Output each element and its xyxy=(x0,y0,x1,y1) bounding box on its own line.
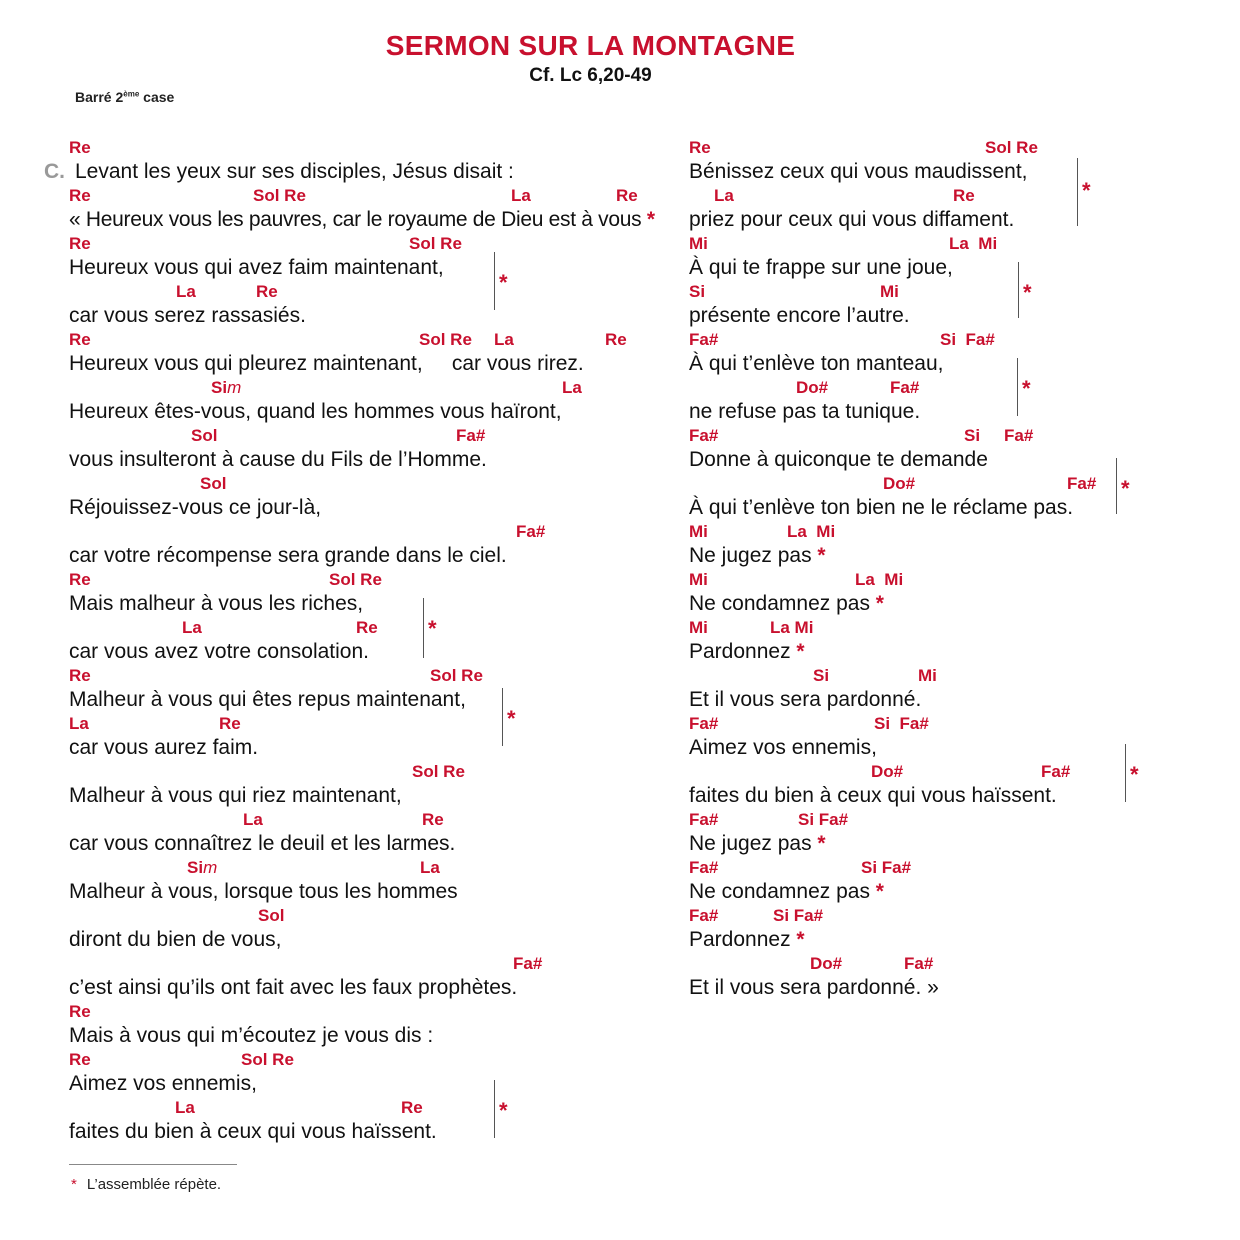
chord: Fa# xyxy=(890,378,920,397)
chord: Re xyxy=(69,1002,91,1021)
lyric: Mais à vous qui m’écoutez je vous dis : xyxy=(69,1024,434,1047)
chord: Fa# xyxy=(513,954,543,973)
chord: Sol Re xyxy=(241,1050,294,1069)
lyric: Mais malheur à vous les riches, xyxy=(69,592,364,615)
chord: Do# xyxy=(810,954,843,973)
chord: Re xyxy=(69,1050,91,1069)
footnote xyxy=(69,1176,221,1193)
song-title: SERMON SUR LA MONTAGNE xyxy=(385,30,796,61)
repeat-star: * xyxy=(1023,280,1032,305)
repeat-star: * xyxy=(507,706,516,731)
chord: Fa# xyxy=(689,810,719,829)
chord: Si xyxy=(689,282,706,301)
footnote-text: L’assemblée répète. xyxy=(86,1176,222,1193)
chord: Sim xyxy=(211,378,242,397)
chord: Re xyxy=(605,330,627,349)
chord: La Mi xyxy=(770,618,814,637)
chord: La xyxy=(69,714,89,733)
lyric: Heureux êtes-vous, quand les hommes vous haïront, xyxy=(69,400,562,423)
chord: Mi xyxy=(689,522,708,541)
repeat-bracket xyxy=(494,1080,495,1138)
chord: Fa# xyxy=(689,906,719,925)
repeat-bracket xyxy=(1017,358,1018,416)
chord: La xyxy=(420,858,440,877)
lyric: Ne condamnez pas * xyxy=(689,592,884,615)
lyric: Pardonnez * xyxy=(689,640,805,663)
chord: La xyxy=(714,186,734,205)
chord: La xyxy=(494,330,514,349)
repeat-star: * xyxy=(1130,762,1139,787)
lyric: car vous avez votre consolation. xyxy=(69,640,369,663)
lyric: présente encore l’autre. xyxy=(689,304,910,327)
repeat-bracket xyxy=(1116,458,1117,514)
lyric: Aimez vos ennemis, xyxy=(69,1072,257,1095)
repeat-bracket xyxy=(423,598,424,658)
chord: Fa# xyxy=(904,954,934,973)
lyric: faites du bien à ceux qui vous haïssent. xyxy=(689,784,1057,807)
repeat-bracket xyxy=(494,252,495,310)
lyric: Malheur à vous qui riez maintenant, xyxy=(69,784,402,807)
repeat-bracket xyxy=(1018,262,1019,318)
lyric: vous insulteront à cause du Fils de l’Homme. xyxy=(69,448,487,471)
scripture-reference: Cf. Lc 6,20-49 xyxy=(529,65,652,86)
lyric: À qui te frappe sur une joue, xyxy=(689,256,953,279)
lyric: Réjouissez-vous ce jour-là, xyxy=(69,496,322,519)
chord: Re xyxy=(256,282,278,301)
chord: Sol Re xyxy=(329,570,382,589)
lyric: Donne à quiconque te demande xyxy=(689,448,988,471)
chord: La Mi xyxy=(949,234,998,253)
lyric: Ne condamnez pas * xyxy=(689,880,884,903)
chord: Sol xyxy=(191,426,218,445)
lyric: diront du bien de vous, xyxy=(69,928,282,951)
repeat-star: * xyxy=(796,640,805,663)
repeat-bracket xyxy=(502,688,503,746)
chord: Re xyxy=(356,618,378,637)
chord: Re xyxy=(69,330,91,349)
chord: Do# xyxy=(883,474,916,493)
chord: Re xyxy=(69,234,91,253)
chord: Mi xyxy=(689,618,708,637)
chord: Sol Re xyxy=(409,234,462,253)
lyric: ne refuse pas ta tunique. xyxy=(689,400,921,423)
chord: Sol Re xyxy=(253,186,306,205)
lyric: car vous connaîtrez le deuil et les larmes. xyxy=(69,832,456,855)
chord: Sol xyxy=(200,474,227,493)
chord: Re xyxy=(69,138,91,157)
lyric: Heureux vous qui avez faim maintenant, xyxy=(69,256,444,279)
chord: Mi xyxy=(689,234,708,253)
lyric: « Heureux vous les pauvres, car le royaume de Dieu est à vous * xyxy=(69,208,655,231)
lyric: faites du bien à ceux qui vous haïssent. xyxy=(69,1120,437,1143)
repeat-star: * xyxy=(875,592,884,615)
chord: La Mi xyxy=(787,522,836,541)
capo-note: Barré 2ème case xyxy=(75,89,175,105)
chord: La Mi xyxy=(855,570,904,589)
footnote-divider xyxy=(69,1164,237,1165)
repeat-star: * xyxy=(817,832,826,855)
chord: Re xyxy=(69,666,91,685)
lyric: Et il vous sera pardonné. » xyxy=(689,976,939,999)
chord: Re xyxy=(689,138,711,157)
chord: La xyxy=(562,378,582,397)
chord: Sol Re xyxy=(412,762,465,781)
chord: Si Fa# xyxy=(861,858,912,877)
chord: Fa# xyxy=(1041,762,1071,781)
lyric: Bénissez ceux qui vous maudissent, xyxy=(689,160,1028,183)
repeat-star: * xyxy=(646,208,655,231)
lyric: Et il vous sera pardonné. xyxy=(689,688,922,711)
chord: Si Fa# xyxy=(773,906,824,925)
chord: Fa# xyxy=(689,330,719,349)
lyric: À qui t’enlève ton bien ne le réclame pas. xyxy=(689,496,1074,519)
lyric: car votre récompense sera grande dans le ciel. xyxy=(69,544,507,567)
chord: Fa# xyxy=(1067,474,1097,493)
lyric: Pardonnez * xyxy=(689,928,805,951)
chord: Sim xyxy=(187,858,218,877)
chord: Re xyxy=(219,714,241,733)
chord: Si xyxy=(813,666,830,685)
lyric: car vous aurez faim. xyxy=(69,736,259,759)
chord: La xyxy=(243,810,263,829)
repeat-star: * xyxy=(428,616,437,641)
chord: Mi xyxy=(918,666,937,685)
chord: Si Fa# xyxy=(798,810,849,829)
chord: La xyxy=(182,618,202,637)
chord: Si Fa# xyxy=(874,714,929,733)
chord: Mi xyxy=(689,570,708,589)
chord: Sol Re xyxy=(419,330,472,349)
repeat-bracket xyxy=(1125,744,1126,802)
chord: Fa# xyxy=(689,426,719,445)
chord: Fa# xyxy=(689,714,719,733)
chord: Sol xyxy=(258,906,285,925)
chord: Re xyxy=(69,570,91,589)
chord: Do# xyxy=(871,762,904,781)
chord: Re xyxy=(401,1098,423,1117)
repeat-star: * xyxy=(1121,476,1130,501)
repeat-star: * xyxy=(817,544,826,567)
lyric: Malheur à vous, lorsque tous les hommes xyxy=(69,880,458,903)
chord: Mi xyxy=(880,282,899,301)
lyric: priez pour ceux qui vous diffament. xyxy=(689,208,1015,231)
lyric: Aimez vos ennemis, xyxy=(689,736,877,759)
repeat-star: * xyxy=(796,928,805,951)
chord: Re xyxy=(69,186,91,205)
lyric: car vous serez rassasiés. xyxy=(69,304,306,327)
lyric: Heureux vous qui pleurez maintenant, car vous rirez. xyxy=(69,352,584,375)
chord: Si Fa# xyxy=(940,330,995,349)
chord: Sol Re xyxy=(430,666,483,685)
repeat-star: * xyxy=(1022,376,1031,401)
repeat-bracket xyxy=(1077,158,1078,226)
repeat-star: * xyxy=(875,880,884,903)
refrain-marker: C. xyxy=(44,160,65,183)
lyric: Levant les yeux sur ses disciples, Jésus disait : xyxy=(75,160,514,183)
chord: Fa# xyxy=(516,522,546,541)
chord: Fa# xyxy=(689,858,719,877)
chord: Re xyxy=(422,810,444,829)
chord: Fa# xyxy=(456,426,486,445)
chord: Do# xyxy=(796,378,829,397)
chord: La xyxy=(511,186,531,205)
lyric: Malheur à vous qui êtes repus maintenant, xyxy=(69,688,466,711)
repeat-star: * xyxy=(499,1098,508,1123)
chord: Re xyxy=(616,186,638,205)
chord: Re xyxy=(953,186,975,205)
lyric: À qui t’enlève ton manteau, xyxy=(689,352,944,375)
lyric: c’est ainsi qu’ils ont fait avec les faux prophètes. xyxy=(69,976,518,999)
chord: Si xyxy=(964,426,981,445)
chord: Sol Re xyxy=(985,138,1038,157)
chord: Fa# xyxy=(1004,426,1034,445)
chord: La xyxy=(176,282,196,301)
lyric: Ne jugez pas * xyxy=(689,544,826,567)
footnote-star: * xyxy=(71,1176,77,1193)
chord: La xyxy=(175,1098,195,1117)
repeat-star: * xyxy=(499,270,508,295)
lyric: Ne jugez pas * xyxy=(689,832,826,855)
repeat-star: * xyxy=(1082,178,1091,203)
